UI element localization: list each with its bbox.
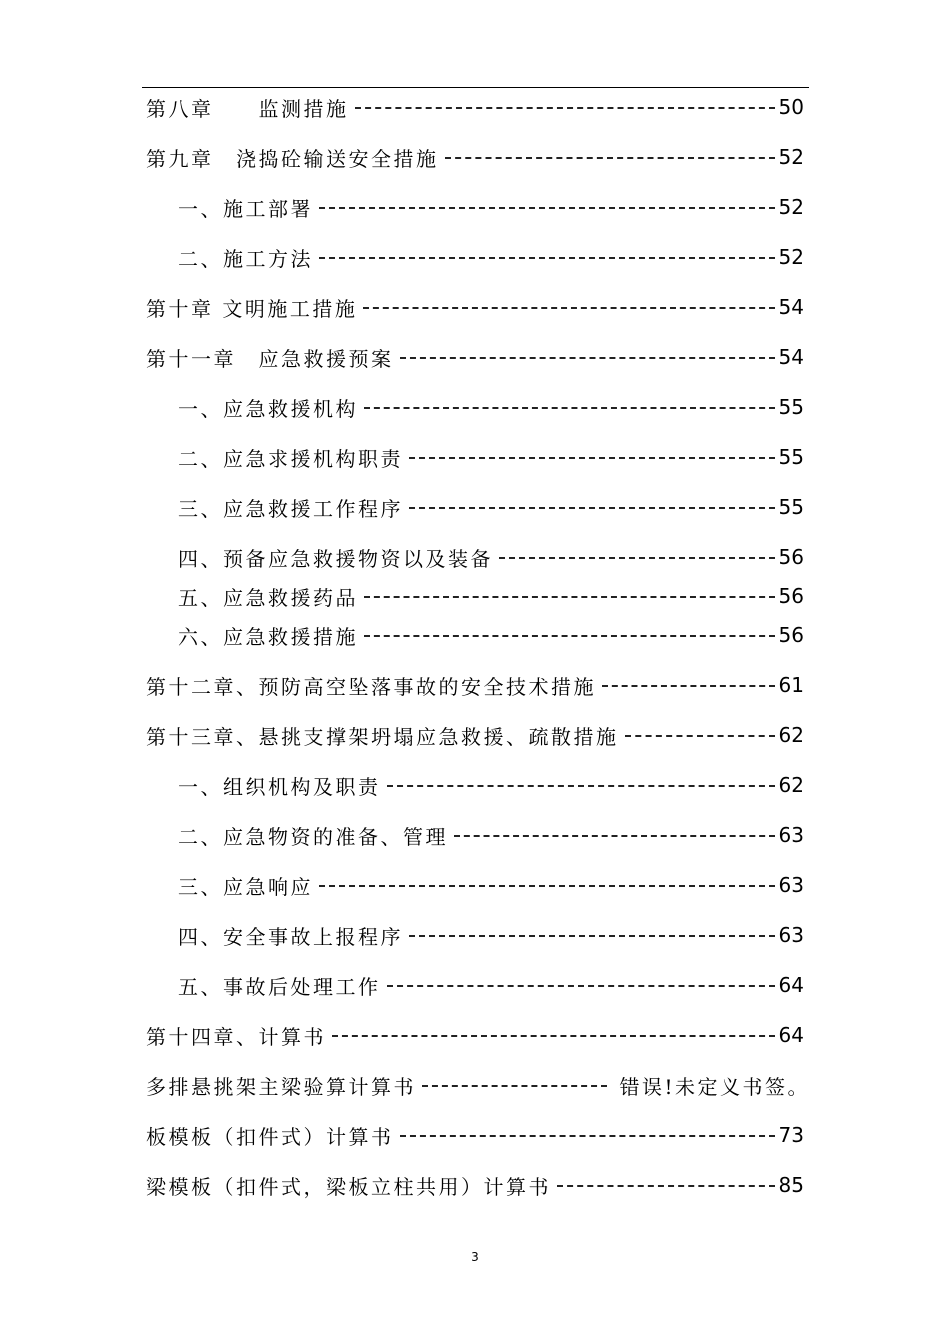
toc-entry-page: 64	[778, 973, 804, 997]
toc-entry-title: 多排悬挑架主梁验算计算书	[146, 1074, 416, 1099]
toc-entry[interactable]	[0, 617, 950, 653]
toc-leader	[387, 785, 775, 787]
toc-entry-title: 第十一章 应急救援预案	[146, 346, 394, 371]
toc-leader	[409, 457, 775, 459]
toc-entry-title: 五、应急救援药品	[178, 585, 358, 610]
toc-leader	[409, 507, 775, 509]
toc-entry[interactable]	[0, 1017, 950, 1053]
toc-entry-title: 三、应急救援工作程序	[178, 496, 403, 521]
toc-entry[interactable]	[0, 189, 950, 225]
toc-entry[interactable]	[0, 1167, 950, 1203]
toc-entry-title: 五、事故后处理工作	[178, 974, 381, 999]
toc-entry-page: 56	[778, 545, 804, 569]
toc-entry-page-error: 错误!未定义书签。	[619, 1074, 810, 1099]
toc-entry-page: 55	[778, 395, 804, 419]
toc-entry-page: 50	[778, 95, 804, 119]
toc-leader	[363, 307, 774, 309]
toc-entry-title: 四、预备应急救援物资以及装备	[178, 546, 493, 571]
toc-entry-page: 61	[778, 673, 804, 697]
toc-entry[interactable]	[0, 539, 950, 575]
toc-entry-title: 四、安全事故上报程序	[178, 924, 403, 949]
toc-entry-page: 52	[778, 195, 804, 219]
toc-entry-page: 63	[778, 923, 804, 947]
toc-entry-title: 一、应急救援机构	[178, 396, 358, 421]
toc-entry[interactable]	[0, 489, 950, 525]
toc-entry-page: 56	[778, 584, 804, 608]
toc-entry-title: 第十章 文明施工措施	[146, 296, 358, 321]
toc-entry-title: 一、组织机构及职责	[178, 774, 381, 799]
toc-entry-page: 62	[778, 773, 804, 797]
toc-leader	[557, 1185, 775, 1187]
toc-entry-title: 第九章 浇捣砼输送安全措施	[146, 146, 439, 171]
toc-leader	[400, 357, 775, 359]
toc-leader	[387, 985, 775, 987]
toc-entry-title: 板模板（扣件式）计算书	[146, 1124, 394, 1149]
toc-entry[interactable]	[0, 439, 950, 475]
toc-entry[interactable]	[0, 339, 950, 375]
toc-leader	[355, 107, 775, 109]
toc-leader	[364, 596, 775, 598]
toc-entry-page: 63	[778, 873, 804, 897]
toc-entry[interactable]	[0, 578, 950, 614]
toc-entry-title: 二、应急物资的准备、管理	[178, 824, 448, 849]
toc-entry-title: 二、应急求援机构职责	[178, 446, 403, 471]
toc-leader	[400, 1135, 775, 1137]
toc-entry-page: 55	[778, 445, 804, 469]
toc-entry-title: 梁模板（扣件式，梁板立柱共用）计算书	[146, 1174, 551, 1199]
toc-entry-page: 63	[778, 823, 804, 847]
toc-entry[interactable]	[0, 917, 950, 953]
toc-leader	[364, 407, 775, 409]
toc-entry-title: 第十三章、悬挑支撑架坍塌应急救援、疏散措施	[146, 724, 619, 749]
toc-entry[interactable]	[0, 89, 950, 125]
toc-entry-title: 一、施工部署	[178, 196, 313, 221]
toc-entry-page: 55	[778, 495, 804, 519]
toc-entry-page: 85	[778, 1173, 804, 1197]
toc-entry[interactable]	[0, 289, 950, 325]
toc-entry-title: 第八章 监测措施	[146, 96, 349, 121]
toc-entry[interactable]	[0, 867, 950, 903]
toc-entry[interactable]	[0, 967, 950, 1003]
toc-entry[interactable]	[0, 389, 950, 425]
toc-entry-page: 73	[778, 1123, 804, 1147]
toc-entry[interactable]	[0, 239, 950, 275]
toc-entry-title: 三、应急响应	[178, 874, 313, 899]
toc-entry[interactable]	[0, 139, 950, 175]
toc-entry-title: 第十四章、计算书	[146, 1024, 326, 1049]
toc-entry-page: 64	[778, 1023, 804, 1047]
toc-entry[interactable]	[0, 1067, 950, 1103]
toc-leader	[454, 835, 775, 837]
toc-leader	[319, 207, 775, 209]
toc-entry-title: 六、应急救援措施	[178, 624, 358, 649]
page-number: 3	[471, 1250, 479, 1264]
toc-leader	[409, 935, 775, 937]
toc-entry[interactable]	[0, 767, 950, 803]
toc-leader	[625, 735, 775, 737]
toc-leader	[319, 257, 775, 259]
toc-leader	[602, 685, 775, 687]
toc-leader	[364, 635, 775, 637]
toc-entry[interactable]	[0, 1117, 950, 1153]
toc-leader	[319, 885, 775, 887]
toc-entry-page: 54	[778, 295, 804, 319]
toc-entry-page: 54	[778, 345, 804, 369]
toc-leader	[445, 157, 775, 159]
toc-leader	[332, 1035, 775, 1037]
toc-entry-title: 二、施工方法	[178, 246, 313, 271]
toc-leader	[422, 1085, 607, 1087]
toc-entry[interactable]	[0, 667, 950, 703]
toc-entry[interactable]	[0, 717, 950, 753]
toc-entry-page: 56	[778, 623, 804, 647]
toc-entry-page: 52	[778, 245, 804, 269]
toc-entry-title: 第十二章、预防高空坠落事故的安全技术措施	[146, 674, 596, 699]
toc-entry[interactable]	[0, 817, 950, 853]
toc-leader	[499, 557, 775, 559]
toc-entry-page: 62	[778, 723, 804, 747]
toc-entry-page: 52	[778, 145, 804, 169]
